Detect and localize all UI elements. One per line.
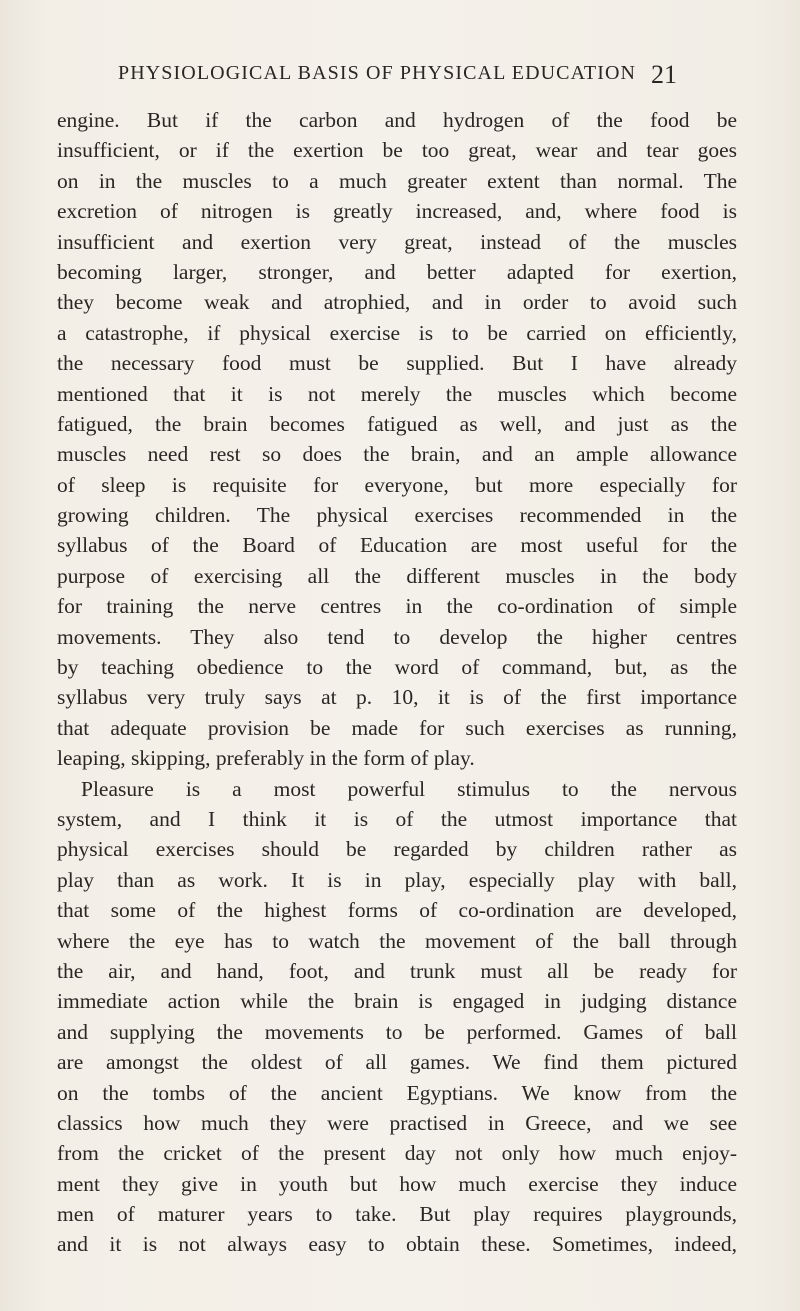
text-line: growing children. The physical exercises recommended in the (57, 503, 737, 528)
text-line: the air, and hand, foot, and trunk must all be ready for (57, 958, 737, 983)
text-line: that adequate provision be made for such exercises as running, (57, 715, 737, 740)
text-line: they become weak and atrophied, and in order to avoid such (57, 290, 737, 315)
text-line: syllabus of the Board of Education are most useful for the (57, 533, 737, 558)
running-title: PHYSIOLOGICAL BASIS OF PHYSICAL EDUCATION (118, 62, 637, 84)
text-line: that some of the highest forms of co-ordination are developed, (57, 898, 737, 923)
text-line: movements. They also tend to develop the higher centres (57, 624, 737, 649)
text-line: men of maturer years to take. But play requires playgrounds, (57, 1202, 737, 1227)
text-line: from the cricket of the present day not only how much enjoy- (57, 1141, 737, 1166)
text-line: insufficient and exertion very great, instead of the muscles (57, 229, 737, 254)
text-line: and it is not always easy to obtain these. Sometimes, indeed, (57, 1232, 737, 1257)
text-line: fatigued, the brain becomes fatigued as well, and just as the (57, 411, 737, 436)
text-line-paragraph-start: Pleasure is a most powerful stimulus to the nervous (81, 776, 737, 801)
text-line: for training the nerve centres in the co-ordination of simple (57, 594, 737, 619)
text-line: play than as work. It is in play, especially play with ball, (57, 867, 737, 892)
text-line: are amongst the oldest of all games. We find them pictured (57, 1050, 737, 1075)
text-line: by teaching obedience to the word of command, but, as the (57, 655, 737, 680)
text-line: on the tombs of the ancient Egyptians. We know from the (57, 1080, 737, 1105)
running-head (0, 62, 800, 92)
body-text (57, 105, 737, 1260)
text-line: engine. But if the carbon and hydrogen of the food be (57, 108, 737, 132)
text-line: where the eye has to watch the movement of the ball through (57, 928, 737, 953)
text-line: syllabus very truly says at p. 10, it is of the first importance (57, 685, 737, 710)
text-line: mentioned that it is not merely the muscles which become (57, 381, 737, 406)
text-line: of sleep is requisite for everyone, but more especially for (57, 472, 737, 497)
text-line: immediate action while the brain is engaged in judging distance (57, 989, 737, 1014)
text-line: insufficient, or if the exertion be too great, wear and tear goes (57, 138, 737, 163)
text-line: purpose of exercising all the different muscles in the body (57, 563, 737, 588)
text-line: ment they give in youth but how much exercise they induce (57, 1171, 737, 1196)
text-line: becoming larger, stronger, and better adapted for exertion, (57, 259, 737, 284)
text-line-paragraph-end: leaping, skipping, preferably in the form of play. (57, 746, 475, 771)
text-line: a catastrophe, if physical exercise is to be carried on efficiently, (57, 320, 737, 345)
text-line: the necessary food must be supplied. But I have already (57, 351, 737, 376)
text-line: physical exercises should be regarded by children rather as (57, 837, 737, 862)
text-line: excretion of nitrogen is greatly increased, and, where food is (57, 199, 737, 224)
text-line: system, and I think it is of the utmost importance that (57, 806, 737, 831)
text-line: classics how much they were practised in Greece, and we see (57, 1110, 737, 1135)
text-line: on in the muscles to a much greater extent than normal. The (57, 168, 737, 193)
page-number: 21 (651, 60, 677, 89)
text-line: muscles need rest so does the brain, and an ample allowance (57, 442, 737, 467)
text-line: and supplying the movements to be performed. Games of ball (57, 1019, 737, 1044)
